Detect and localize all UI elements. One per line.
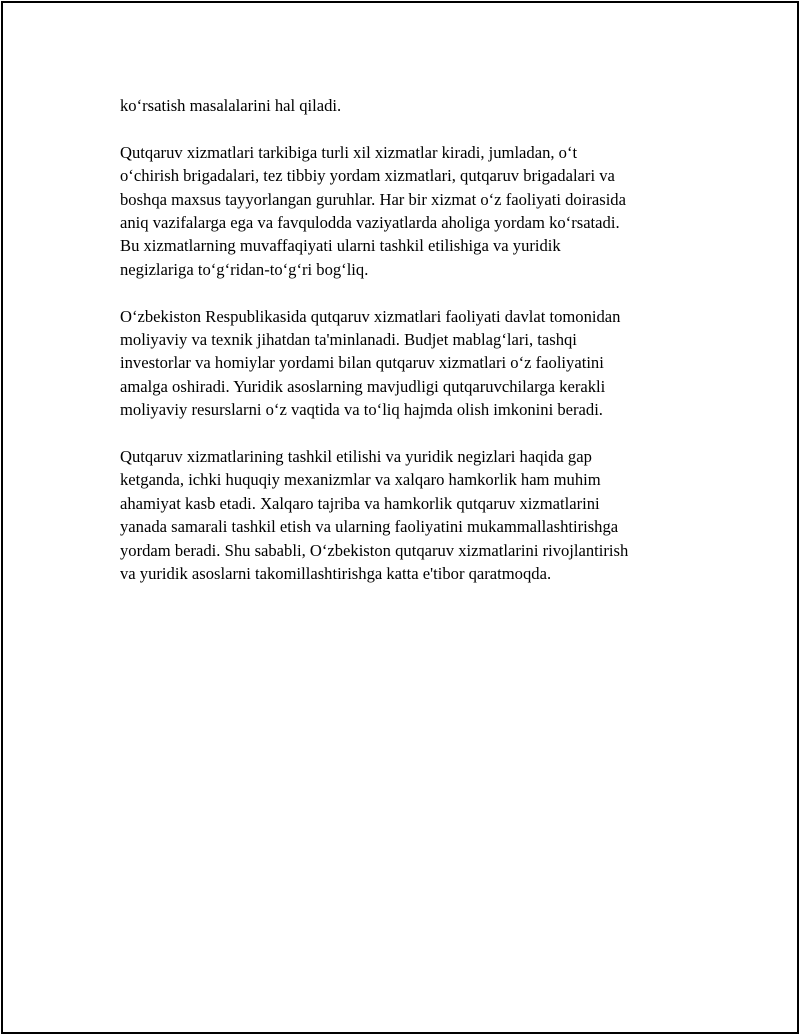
text-line: aniq vazifalarga ega va favqulodda vaziyatlarda aholiga yordam ko‘rsatadi.	[120, 213, 620, 233]
text-line: amalga oshiradi. Yuridik asoslarning mavjudligi qutqaruvchilarga kerakli	[120, 376, 606, 396]
text-line: ko‘rsatish masalalarini hal qiladi.	[120, 96, 342, 115]
document-body	[120, 94, 700, 609]
paragraph-4	[120, 445, 700, 585]
text-line: investorlar va homiylar yordami bilan qutqaruv xizmatlari o‘z faoliyatini	[120, 353, 604, 373]
paragraph-1	[120, 94, 700, 117]
text-line: moliyaviy resurslarni o‘z vaqtida va to‘liq hajmda olish imkonini beradi.	[120, 400, 603, 420]
paragraph-2	[120, 141, 700, 281]
text-line: Bu xizmatlarning muvaffaqiyati ularni tashkil etilishiga va yuridik	[120, 236, 561, 256]
document-page	[1, 1, 799, 1034]
text-line: O‘zbekiston Respublikasida qutqaruv xizmatlari faoliyati davlat tomonidan	[120, 306, 621, 326]
text-line: yanada samarali tashkil etish va ularning faoliyatini mukammallashtirishga	[120, 517, 619, 537]
text-line: boshqa maxsus tayyorlangan guruhlar. Har bir xizmat o‘z faoliyati doirasida	[120, 189, 626, 209]
text-line: negizlariga to‘g‘ridan-to‘g‘ri bog‘liq.	[120, 259, 369, 279]
text-line: va yuridik asoslarni takomillashtirishga katta e'tibor qaratmoqda.	[120, 564, 552, 584]
text-line: Qutqaruv xizmatlari tarkibiga turli xil xizmatlar kiradi, jumladan, o‘t	[120, 142, 578, 162]
paragraph-3	[120, 305, 700, 422]
text-line: moliyaviy va texnik jihatdan ta'minlanadi. Budjet mablag‘lari, tashqi	[120, 330, 577, 350]
text-line: yordam beradi. Shu sababli, O‘zbekiston qutqaruv xizmatlarini rivojlantirish	[120, 540, 629, 560]
text-line: ahamiyat kasb etadi. Xalqaro tajriba va hamkorlik qutqaruv xizmatlarini	[120, 493, 600, 513]
text-line: Qutqaruv xizmatlarining tashkil etilishi va yuridik negizlari haqida gap	[120, 447, 592, 467]
text-line: ketganda, ichki huquqiy mexanizmlar va xalqaro hamkorlik ham muhim	[120, 470, 601, 490]
text-line: o‘chirish brigadalari, tez tibbiy yordam xizmatlari, qutqaruv brigadalari va	[120, 166, 615, 186]
